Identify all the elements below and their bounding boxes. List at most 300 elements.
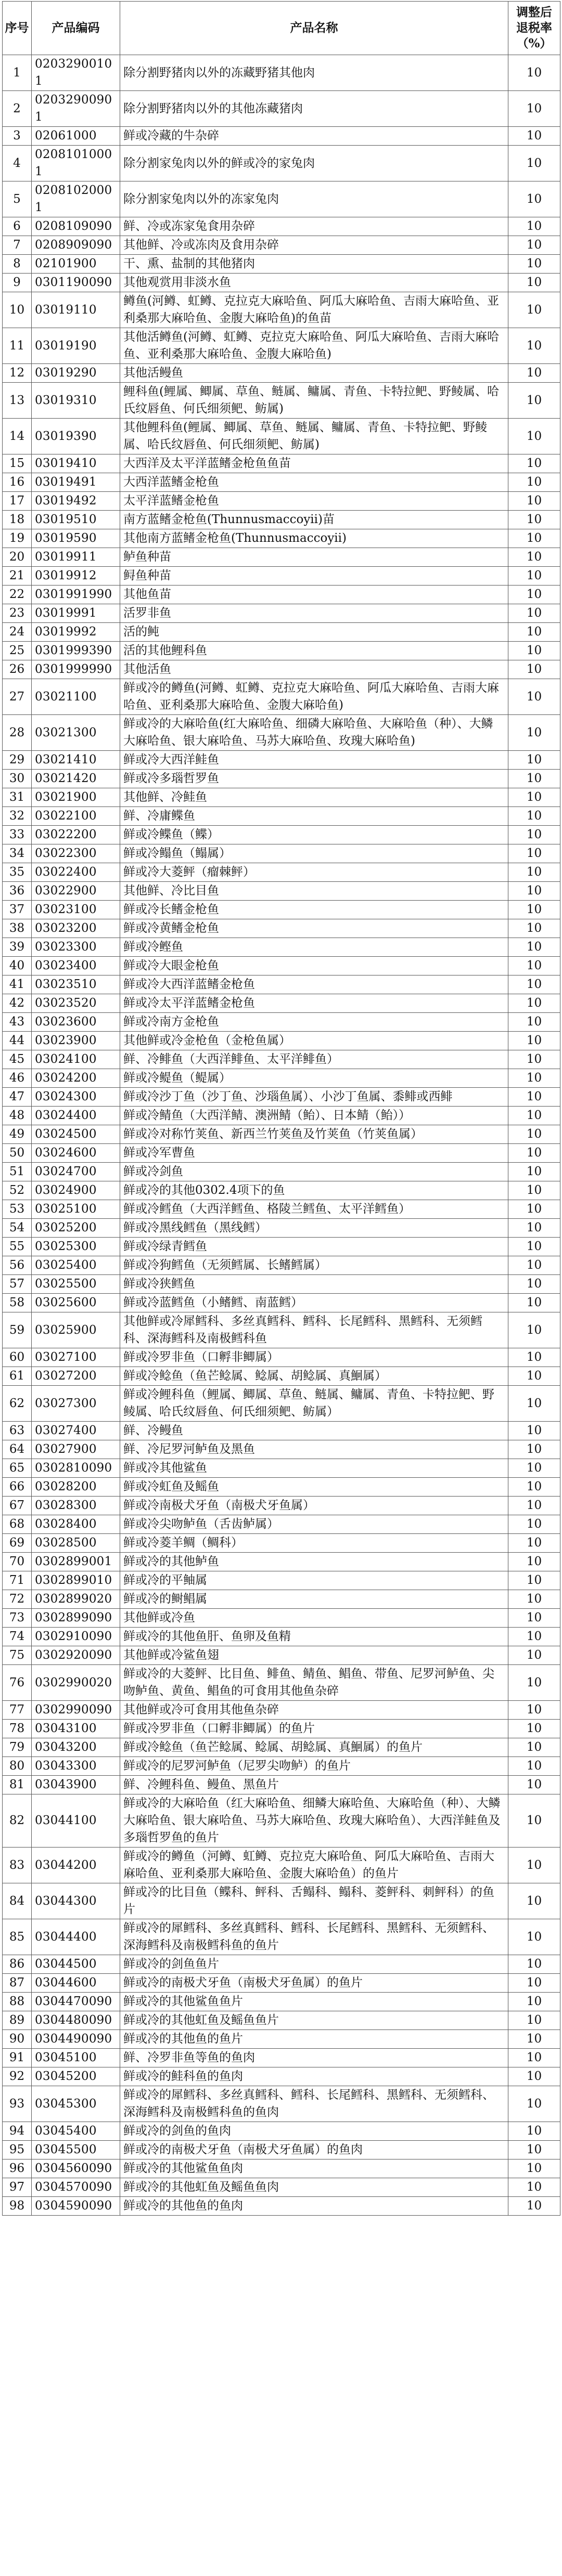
row-rebate-rate: 10 bbox=[508, 274, 560, 292]
row-index: 70 bbox=[3, 1553, 32, 1571]
header-index: 序号 bbox=[3, 2, 32, 55]
table-row bbox=[3, 274, 560, 292]
table-row bbox=[3, 1348, 560, 1367]
table-row bbox=[3, 1238, 560, 1256]
row-rebate-rate: 10 bbox=[508, 1440, 560, 1459]
row-product-name: 鲜或冷狗鳕鱼（无须鳕属、长鳍鳕属） bbox=[120, 1256, 508, 1275]
row-product-name: 鲜或冷鲤科鱼（鲤属、鲫属、草鱼、鲢属、鳙属、青鱼、卡特拉鲃、野鲮属、哈氏纹唇鱼、何氏细须鲃、鲂属） bbox=[120, 1386, 508, 1422]
row-product-name: 鲜、冷庸鲽鱼 bbox=[120, 807, 508, 826]
row-product-code: 0304490090 bbox=[32, 2030, 120, 2049]
row-rebate-rate: 10 bbox=[508, 492, 560, 511]
row-product-name: 鲜或冷沙丁鱼（沙丁鱼、沙瑙鱼属）、小沙丁鱼属、黍鲱或西鲱 bbox=[120, 1088, 508, 1107]
row-product-code: 03024600 bbox=[32, 1144, 120, 1163]
row-rebate-rate: 10 bbox=[508, 1955, 560, 1974]
row-product-code: 03025200 bbox=[32, 1219, 120, 1238]
row-index: 69 bbox=[3, 1534, 32, 1553]
row-product-name: 鲜或冷的南极犬牙鱼（南极犬牙鱼属）的鱼片 bbox=[120, 1974, 508, 1993]
row-product-code: 0302899010 bbox=[32, 1571, 120, 1590]
row-product-code: 03019991 bbox=[32, 604, 120, 623]
row-product-name: 其他南方蓝鳍金枪鱼(Thunnusmaccoyii) bbox=[120, 529, 508, 548]
row-rebate-rate: 10 bbox=[508, 1993, 560, 2011]
row-index: 34 bbox=[3, 844, 32, 863]
row-product-code: 03045200 bbox=[32, 2067, 120, 2086]
row-index: 93 bbox=[3, 2086, 32, 2122]
table-row bbox=[3, 1013, 560, 1032]
table-row bbox=[3, 642, 560, 660]
row-index: 84 bbox=[3, 1883, 32, 1919]
row-product-name: 鲜或冷的大麻哈鱼（红大麻哈鱼、细鳞大麻哈鱼、大麻哈鱼（种）、大鳞大麻哈鱼、银大麻哈鱼、马苏大麻哈鱼、玫瑰大麻哈鱼）、大西洋鲑鱼及多瑙哲罗鱼的鱼片 bbox=[120, 1794, 508, 1848]
row-rebate-rate: 10 bbox=[508, 1181, 560, 1200]
row-product-code: 03021100 bbox=[32, 679, 120, 715]
row-rebate-rate: 10 bbox=[508, 1515, 560, 1534]
row-product-code: 03022100 bbox=[32, 807, 120, 826]
row-index: 7 bbox=[3, 236, 32, 255]
row-product-code: 03019992 bbox=[32, 623, 120, 642]
row-rebate-rate: 10 bbox=[508, 788, 560, 807]
row-index: 14 bbox=[3, 419, 32, 454]
table-row bbox=[3, 328, 560, 364]
table-row bbox=[3, 548, 560, 567]
row-index: 17 bbox=[3, 492, 32, 511]
row-product-code: 0304470090 bbox=[32, 1993, 120, 2011]
table-row bbox=[3, 807, 560, 826]
row-rebate-rate: 10 bbox=[508, 1848, 560, 1883]
row-product-name: 鲜或冷的其他鲈鱼 bbox=[120, 1553, 508, 1571]
table-row bbox=[3, 2141, 560, 2159]
row-rebate-rate: 10 bbox=[508, 1163, 560, 1181]
row-rebate-rate: 10 bbox=[508, 1776, 560, 1794]
table-row bbox=[3, 2011, 560, 2030]
table-row bbox=[3, 604, 560, 623]
row-product-code: 03019290 bbox=[32, 364, 120, 383]
row-index: 16 bbox=[3, 473, 32, 492]
row-index: 95 bbox=[3, 2141, 32, 2159]
table-row bbox=[3, 1219, 560, 1238]
row-rebate-rate: 10 bbox=[508, 473, 560, 492]
table-row bbox=[3, 957, 560, 975]
table-row bbox=[3, 1534, 560, 1553]
row-index: 51 bbox=[3, 1163, 32, 1181]
row-product-code: 03019911 bbox=[32, 548, 120, 567]
row-rebate-rate: 10 bbox=[508, 548, 560, 567]
row-product-name: 鲜或冷黄鳍金枪鱼 bbox=[120, 919, 508, 938]
row-product-code: 03044500 bbox=[32, 1955, 120, 1974]
row-product-code: 0301999990 bbox=[32, 660, 120, 679]
table-row bbox=[3, 770, 560, 788]
row-index: 55 bbox=[3, 1238, 32, 1256]
row-index: 18 bbox=[3, 511, 32, 529]
row-index: 98 bbox=[3, 2197, 32, 2216]
row-product-code: 03021300 bbox=[32, 715, 120, 751]
row-rebate-rate: 10 bbox=[508, 1553, 560, 1571]
row-index: 33 bbox=[3, 826, 32, 844]
row-product-code: 0302920090 bbox=[32, 1646, 120, 1665]
row-rebate-rate: 10 bbox=[508, 586, 560, 604]
row-rebate-rate: 10 bbox=[508, 2178, 560, 2197]
row-index: 25 bbox=[3, 642, 32, 660]
row-index: 11 bbox=[3, 328, 32, 364]
row-index: 31 bbox=[3, 788, 32, 807]
row-index: 19 bbox=[3, 529, 32, 548]
table-row bbox=[3, 2086, 560, 2122]
table-row bbox=[3, 1919, 560, 1955]
row-product-code: 03044400 bbox=[32, 1919, 120, 1955]
table-row bbox=[3, 2197, 560, 2216]
table-row bbox=[3, 1032, 560, 1050]
row-index: 61 bbox=[3, 1367, 32, 1386]
row-product-name: 干、熏、盐制的其他猪肉 bbox=[120, 255, 508, 274]
row-product-code: 03025300 bbox=[32, 1238, 120, 1256]
row-index: 72 bbox=[3, 1590, 32, 1609]
row-product-code: 0302990090 bbox=[32, 1701, 120, 1720]
row-rebate-rate: 10 bbox=[508, 1478, 560, 1497]
row-product-code: 03023900 bbox=[32, 1032, 120, 1050]
row-rebate-rate: 10 bbox=[508, 55, 560, 91]
row-rebate-rate: 10 bbox=[508, 1348, 560, 1367]
row-product-code: 03044300 bbox=[32, 1883, 120, 1919]
row-product-name: 鲜或冷蓝鳕鱼（小鳍鳕、南蓝鳕） bbox=[120, 1294, 508, 1312]
row-product-name: 除分割家兔肉以外的鲜或冷的家兔肉 bbox=[120, 146, 508, 181]
row-product-code: 02032900901 bbox=[32, 91, 120, 127]
row-product-name: 除分割家兔肉以外的冻家兔肉 bbox=[120, 181, 508, 217]
row-product-name: 鲜或冷鳎鱼（鳎属） bbox=[120, 844, 508, 863]
row-product-name: 鲜或冷的大麻哈鱼(红大麻哈鱼、细磷大麻哈鱼、大麻哈鱼（种）、大鳞大麻哈鱼、银大麻哈鱼、马苏大麻哈鱼、玫瑰大麻哈鱼) bbox=[120, 715, 508, 751]
row-product-code: 03023520 bbox=[32, 994, 120, 1013]
row-product-code: 03019492 bbox=[32, 492, 120, 511]
row-index: 74 bbox=[3, 1628, 32, 1646]
row-product-name: 鲜或冷的比目鱼（鲽科、鲆科、舌鳎科、鳎科、菱鲆科、刺鲆科）的鱼片 bbox=[120, 1883, 508, 1919]
row-product-code: 03043300 bbox=[32, 1757, 120, 1776]
table-row bbox=[3, 91, 560, 127]
row-rebate-rate: 10 bbox=[508, 901, 560, 919]
row-index: 30 bbox=[3, 770, 32, 788]
row-index: 13 bbox=[3, 383, 32, 419]
table-row bbox=[3, 975, 560, 994]
row-index: 60 bbox=[3, 1348, 32, 1367]
row-index: 57 bbox=[3, 1275, 32, 1294]
row-product-code: 03019912 bbox=[32, 567, 120, 586]
row-product-name: 鲜或冷的其他鱼的鱼片 bbox=[120, 2030, 508, 2049]
table-row bbox=[3, 1515, 560, 1534]
row-product-code: 03023200 bbox=[32, 919, 120, 938]
row-index: 52 bbox=[3, 1181, 32, 1200]
table-row bbox=[3, 994, 560, 1013]
row-rebate-rate: 10 bbox=[508, 1088, 560, 1107]
row-index: 82 bbox=[3, 1794, 32, 1848]
row-product-name: 其他鲜、冷比目鱼 bbox=[120, 882, 508, 901]
row-rebate-rate: 10 bbox=[508, 1144, 560, 1163]
row-product-name: 鲜或冷鲽鱼（鲽） bbox=[120, 826, 508, 844]
table-row bbox=[3, 1665, 560, 1701]
row-rebate-rate: 10 bbox=[508, 863, 560, 882]
row-product-name: 鲜或冷太平洋蓝鳍金枪鱼 bbox=[120, 994, 508, 1013]
row-product-name: 鲜或冷的鳟鱼(河鳟、虹鳟、克拉克大麻哈鱼、阿瓜大麻哈鱼、吉雨大麻哈鱼、亚利桑那大麻哈鱼、金腹大麻哈鱼) bbox=[120, 679, 508, 715]
row-index: 22 bbox=[3, 586, 32, 604]
row-index: 53 bbox=[3, 1200, 32, 1219]
row-product-code: 0301999390 bbox=[32, 642, 120, 660]
row-rebate-rate: 10 bbox=[508, 383, 560, 419]
row-product-name: 鲜或冷的鲥鲳属 bbox=[120, 1590, 508, 1609]
row-index: 28 bbox=[3, 715, 32, 751]
table-row bbox=[3, 826, 560, 844]
row-index: 10 bbox=[3, 292, 32, 328]
row-product-code: 03024100 bbox=[32, 1050, 120, 1069]
row-rebate-rate: 10 bbox=[508, 91, 560, 127]
table-row bbox=[3, 1367, 560, 1386]
row-product-code: 03045400 bbox=[32, 2122, 120, 2141]
row-product-code: 0304590090 bbox=[32, 2197, 120, 2216]
row-product-name: 鲜或冷的鲑科鱼的鱼肉 bbox=[120, 2067, 508, 2086]
row-product-name: 大西洋及太平洋蓝鳍金枪鱼鱼苗 bbox=[120, 454, 508, 473]
row-product-name: 鲜或冷大西洋蓝鳍金枪鱼 bbox=[120, 975, 508, 994]
row-product-name: 鲜或冷的其他鲨鱼鱼片 bbox=[120, 1993, 508, 2011]
row-product-name: 鲜、冷尼罗河鲈鱼及黑鱼 bbox=[120, 1440, 508, 1459]
header-product-code: 产品编码 bbox=[32, 2, 120, 55]
row-product-code: 0304570090 bbox=[32, 2178, 120, 2197]
row-index: 90 bbox=[3, 2030, 32, 2049]
row-rebate-rate: 10 bbox=[508, 1069, 560, 1088]
row-product-code: 0301190090 bbox=[32, 274, 120, 292]
row-product-name: 鲜或冷鳕鱼（大西洋鳕鱼、格陵兰鳕鱼、太平洋鳕鱼） bbox=[120, 1200, 508, 1219]
row-product-code: 03021420 bbox=[32, 770, 120, 788]
table-row bbox=[3, 529, 560, 548]
row-index: 21 bbox=[3, 567, 32, 586]
table-row bbox=[3, 1553, 560, 1571]
row-index: 3 bbox=[3, 127, 32, 146]
row-rebate-rate: 10 bbox=[508, 1794, 560, 1848]
row-product-name: 鲜或冷大菱鲆（瘤棘鲆） bbox=[120, 863, 508, 882]
row-rebate-rate: 10 bbox=[508, 2067, 560, 2086]
table-row bbox=[3, 2122, 560, 2141]
row-index: 63 bbox=[3, 1422, 32, 1440]
table-row bbox=[3, 511, 560, 529]
table-row bbox=[3, 844, 560, 863]
row-product-name: 鲜或冷的剑鱼鱼片 bbox=[120, 1955, 508, 1974]
row-product-code: 0302810090 bbox=[32, 1459, 120, 1478]
row-rebate-rate: 10 bbox=[508, 882, 560, 901]
row-product-code: 03025100 bbox=[32, 1200, 120, 1219]
row-rebate-rate: 10 bbox=[508, 2122, 560, 2141]
row-product-name: 太平洋蓝鳍金枪鱼 bbox=[120, 492, 508, 511]
row-rebate-rate: 10 bbox=[508, 364, 560, 383]
table-row bbox=[3, 1275, 560, 1294]
row-product-code: 0208109090 bbox=[32, 217, 120, 236]
table-row bbox=[3, 492, 560, 511]
row-product-name: 鲜或冷的南极犬牙鱼（南极犬牙鱼属）的鱼肉 bbox=[120, 2141, 508, 2159]
row-rebate-rate: 10 bbox=[508, 807, 560, 826]
row-index: 32 bbox=[3, 807, 32, 826]
table-row bbox=[3, 292, 560, 328]
row-index: 4 bbox=[3, 146, 32, 181]
row-product-code: 03024200 bbox=[32, 1069, 120, 1088]
row-product-name: 其他鲜或冷鲨鱼翅 bbox=[120, 1646, 508, 1665]
row-product-name: 鲟鱼种苗 bbox=[120, 567, 508, 586]
table-header-row bbox=[3, 2, 560, 55]
row-index: 48 bbox=[3, 1107, 32, 1125]
row-rebate-rate: 10 bbox=[508, 1238, 560, 1256]
table-row bbox=[3, 1181, 560, 1200]
row-product-name: 鲜或冷菱羊鲷（鲷科） bbox=[120, 1534, 508, 1553]
row-product-name: 鲜、冷罗非鱼等鱼的鱼肉 bbox=[120, 2049, 508, 2067]
row-product-code: 03019491 bbox=[32, 473, 120, 492]
header-rebate-rate: 调整后退税率（%） bbox=[508, 2, 560, 55]
row-rebate-rate: 10 bbox=[508, 255, 560, 274]
row-product-name: 鲜或冷的尼罗河鲈鱼（尼罗尖吻鲈）的鱼片 bbox=[120, 1757, 508, 1776]
row-product-code: 03019190 bbox=[32, 328, 120, 364]
table-row bbox=[3, 1386, 560, 1422]
table-row bbox=[3, 586, 560, 604]
row-product-name: 鲜、冷或冻家兔食用杂碎 bbox=[120, 217, 508, 236]
row-product-name: 南方蓝鳍金枪鱼(Thunnusmaccoyii)苗 bbox=[120, 511, 508, 529]
row-rebate-rate: 10 bbox=[508, 1125, 560, 1144]
table-row bbox=[3, 1974, 560, 1993]
row-product-code: 03044200 bbox=[32, 1848, 120, 1883]
row-product-code: 0302899001 bbox=[32, 1553, 120, 1571]
row-index: 37 bbox=[3, 901, 32, 919]
row-product-code: 03028400 bbox=[32, 1515, 120, 1534]
row-index: 36 bbox=[3, 882, 32, 901]
row-rebate-rate: 10 bbox=[508, 217, 560, 236]
row-rebate-rate: 10 bbox=[508, 567, 560, 586]
row-product-code: 03025600 bbox=[32, 1294, 120, 1312]
row-index: 12 bbox=[3, 364, 32, 383]
row-rebate-rate: 10 bbox=[508, 146, 560, 181]
table-row bbox=[3, 679, 560, 715]
row-product-name: 鲜或冷的犀鳕科、多丝真鳕科、鳕科、长尾鳕科、黑鳕科、无须鳕科、深海鳕科及南极鳕科鱼的鱼肉 bbox=[120, 2086, 508, 2122]
row-product-code: 03019410 bbox=[32, 454, 120, 473]
row-product-code: 03024900 bbox=[32, 1181, 120, 1200]
row-index: 56 bbox=[3, 1256, 32, 1275]
table-row bbox=[3, 1200, 560, 1219]
row-rebate-rate: 10 bbox=[508, 679, 560, 715]
row-rebate-rate: 10 bbox=[508, 1738, 560, 1757]
row-rebate-rate: 10 bbox=[508, 1609, 560, 1628]
row-product-code: 03019310 bbox=[32, 383, 120, 419]
table-row bbox=[3, 1497, 560, 1515]
table-row bbox=[3, 1955, 560, 1974]
row-product-name: 鲜或冷尖吻鲈鱼（舌齿鲈属） bbox=[120, 1515, 508, 1534]
row-index: 50 bbox=[3, 1144, 32, 1163]
row-rebate-rate: 10 bbox=[508, 2011, 560, 2030]
row-product-name: 鲜或冷大眼金枪鱼 bbox=[120, 957, 508, 975]
row-product-code: 03043200 bbox=[32, 1738, 120, 1757]
row-product-code: 03024300 bbox=[32, 1088, 120, 1107]
row-index: 97 bbox=[3, 2178, 32, 2197]
row-product-name: 其他观赏用非淡水鱼 bbox=[120, 274, 508, 292]
row-product-name: 鲜或冷狭鳕鱼 bbox=[120, 1275, 508, 1294]
row-product-code: 03023400 bbox=[32, 957, 120, 975]
table-row bbox=[3, 1069, 560, 1088]
row-rebate-rate: 10 bbox=[508, 1032, 560, 1050]
row-rebate-rate: 10 bbox=[508, 844, 560, 863]
row-product-name: 鲜或冷的剑鱼的鱼肉 bbox=[120, 2122, 508, 2141]
row-product-code: 03043900 bbox=[32, 1776, 120, 1794]
row-product-code: 03021900 bbox=[32, 788, 120, 807]
row-product-name: 鲤科鱼(鲤属、鲫属、草鱼、鲢属、鳙属、青鱼、卡特拉鲃、野鲮属、哈氏纹唇鱼、何氏细须鲃、鲂属) bbox=[120, 383, 508, 419]
row-product-code: 03024500 bbox=[32, 1125, 120, 1144]
row-product-name: 活罗非鱼 bbox=[120, 604, 508, 623]
row-index: 40 bbox=[3, 957, 32, 975]
row-product-name: 活的其他鲤科鱼 bbox=[120, 642, 508, 660]
table-row bbox=[3, 383, 560, 419]
row-product-name: 鲜或冷鳀鱼（鳀属） bbox=[120, 1069, 508, 1088]
row-product-name: 其他活鳟鱼(河鳟、虹鳟、克拉克大麻哈鱼、阿瓜大麻哈鱼、吉雨大麻哈鱼、亚利桑那大麻哈鱼、金腹大麻哈鱼) bbox=[120, 328, 508, 364]
row-product-name: 鲜或冷鲣鱼 bbox=[120, 938, 508, 957]
row-product-name: 其他鲜或冷鱼 bbox=[120, 1609, 508, 1628]
row-product-name: 其他鲤科鱼(鲤属、鲫属、草鱼、鲢属、鳙属、青鱼、卡特拉鲃、野鲮属、哈氏纹唇鱼、何氏细须鲃、鲂属) bbox=[120, 419, 508, 454]
table-row bbox=[3, 1256, 560, 1275]
row-rebate-rate: 10 bbox=[508, 2049, 560, 2067]
row-product-code: 03025900 bbox=[32, 1312, 120, 1348]
row-product-code: 02081020001 bbox=[32, 181, 120, 217]
row-product-name: 其他鱼苗 bbox=[120, 586, 508, 604]
table-row bbox=[3, 1993, 560, 2011]
row-index: 54 bbox=[3, 1219, 32, 1238]
table-row bbox=[3, 1776, 560, 1794]
row-product-name: 鲈鱼种苗 bbox=[120, 548, 508, 567]
row-product-code: 0302899020 bbox=[32, 1590, 120, 1609]
row-product-name: 鲜或冷的鳟鱼（河鳟、虹鳟、克拉克大麻哈鱼、阿瓜大麻哈鱼、吉雨大麻哈鱼、亚利桑那大麻哈鱼、金腹大麻哈鱼）的鱼片 bbox=[120, 1848, 508, 1883]
row-rebate-rate: 10 bbox=[508, 2197, 560, 2216]
row-product-code: 0304480090 bbox=[32, 2011, 120, 2030]
row-product-code: 03028300 bbox=[32, 1497, 120, 1515]
row-product-name: 鲜或冷的犀鳕科、多丝真鳕科、鳕科、长尾鳕科、黑鳕科、无须鳕科、深海鳕科及南极鳕科鱼的鱼片 bbox=[120, 1919, 508, 1955]
table-row bbox=[3, 2030, 560, 2049]
row-index: 65 bbox=[3, 1459, 32, 1478]
row-rebate-rate: 10 bbox=[508, 1720, 560, 1738]
table-row bbox=[3, 2159, 560, 2178]
row-product-code: 03027900 bbox=[32, 1440, 120, 1459]
row-product-code: 03019110 bbox=[32, 292, 120, 328]
row-product-name: 鲜或冷的其他鱼的鱼肉 bbox=[120, 2197, 508, 2216]
row-rebate-rate: 10 bbox=[508, 770, 560, 788]
table-row bbox=[3, 217, 560, 236]
row-index: 77 bbox=[3, 1701, 32, 1720]
row-product-name: 鲜或冷的大菱鲆、比目鱼、鲱鱼、鲭鱼、鲳鱼、带鱼、尼罗河鲈鱼、尖吻鲈鱼、黄鱼、鲳鱼的可食用其他鱼杂碎 bbox=[120, 1665, 508, 1701]
row-rebate-rate: 10 bbox=[508, 1386, 560, 1422]
row-product-code: 03019510 bbox=[32, 511, 120, 529]
table-row bbox=[3, 146, 560, 181]
row-product-code: 03023600 bbox=[32, 1013, 120, 1032]
row-product-code: 03023300 bbox=[32, 938, 120, 957]
row-index: 87 bbox=[3, 1974, 32, 1993]
row-index: 94 bbox=[3, 2122, 32, 2141]
table-row bbox=[3, 2049, 560, 2067]
row-product-name: 鲜或冷对称竹荚鱼、新西兰竹荚鱼及竹荚鱼（竹荚鱼属） bbox=[120, 1125, 508, 1144]
row-index: 64 bbox=[3, 1440, 32, 1459]
row-product-code: 02101900 bbox=[32, 255, 120, 274]
table-row bbox=[3, 1440, 560, 1459]
row-rebate-rate: 10 bbox=[508, 1590, 560, 1609]
row-rebate-rate: 10 bbox=[508, 660, 560, 679]
row-index: 75 bbox=[3, 1646, 32, 1665]
row-product-name: 活的鲀 bbox=[120, 623, 508, 642]
row-product-name: 其他活鳗鱼 bbox=[120, 364, 508, 383]
row-product-name: 鲜或冷的其他鲨鱼鱼肉 bbox=[120, 2159, 508, 2178]
row-index: 44 bbox=[3, 1032, 32, 1050]
row-rebate-rate: 10 bbox=[508, 751, 560, 770]
row-index: 58 bbox=[3, 1294, 32, 1312]
row-product-name: 鲜或冷南方金枪鱼 bbox=[120, 1013, 508, 1032]
table-row bbox=[3, 419, 560, 454]
table-row bbox=[3, 1125, 560, 1144]
row-index: 76 bbox=[3, 1665, 32, 1701]
row-index: 39 bbox=[3, 938, 32, 957]
row-index: 59 bbox=[3, 1312, 32, 1348]
row-rebate-rate: 10 bbox=[508, 529, 560, 548]
row-index: 27 bbox=[3, 679, 32, 715]
row-index: 73 bbox=[3, 1609, 32, 1628]
